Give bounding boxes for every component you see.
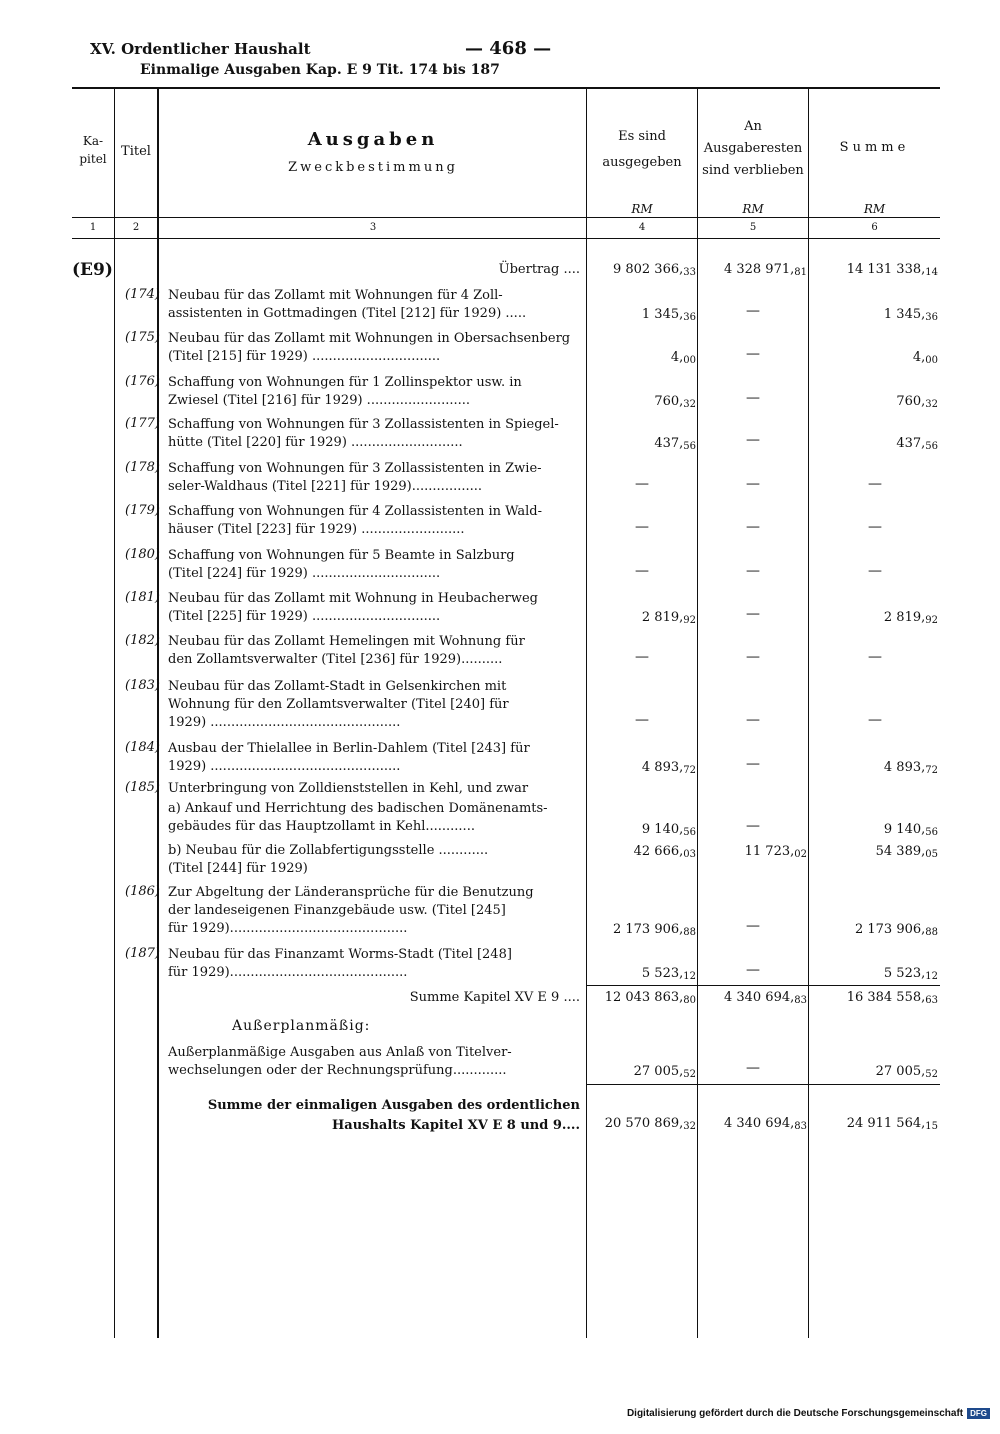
footer-credit: Digitalisierung gefördert durch die Deutsche Forschungsgemeinschaft DFG bbox=[627, 1408, 990, 1419]
amount-summe: $760,_{32}$ bbox=[896, 394, 938, 410]
col-head-summe: Summe bbox=[839, 140, 910, 155]
row185-b-text: b) Neubau für die Zollabfertigungsstelle ............ (Titel [244] für 1929) bbox=[168, 843, 489, 876]
amount-reste: — bbox=[746, 918, 760, 934]
row185-b-ausgegeben: 42 $666,_{03}$ bbox=[633, 844, 696, 860]
amount-ausgegeben: 5 $523,_{12}$ bbox=[641, 966, 696, 982]
col-number: 6 bbox=[871, 222, 878, 233]
col-number: 3 bbox=[369, 222, 377, 233]
col-divider-2 bbox=[157, 88, 159, 1338]
row185-a-ausgegeben: 9 $140,_{56}$ bbox=[641, 822, 696, 838]
amount-ausgegeben: — bbox=[635, 476, 649, 492]
row-description: Neubau für das Zollamt mit Wohnungen für 4 Zoll- assistenten in Gottmadingen (Titel [212] für 1929) ..... bbox=[168, 288, 527, 321]
amount-ausgegeben: 4 $893,_{72}$ bbox=[641, 760, 696, 776]
amount-summe: 5 $523,_{12}$ bbox=[883, 966, 938, 982]
titel-number: (186) bbox=[125, 884, 160, 899]
amount-summe: — bbox=[868, 712, 882, 728]
dfg-logo: DFG bbox=[967, 1408, 990, 1419]
row-description: Neubau für das Finanzamt Worms-Stadt (Titel [248] für 1929)........................................... bbox=[168, 947, 512, 980]
amount-ausgegeben: $760,_{32}$ bbox=[654, 394, 696, 410]
page-subtitle: Einmalige Ausgaben Kap. E 9 Tit. 174 bis 187 bbox=[140, 62, 500, 78]
amount-ausgegeben: — bbox=[635, 519, 649, 535]
amount-summe: $4,_{00}$ bbox=[912, 350, 938, 366]
col-number: 2 bbox=[132, 222, 140, 233]
titel-number: (182) bbox=[125, 633, 160, 648]
col-number: 5 bbox=[749, 222, 757, 233]
ausserplan-reste: — bbox=[746, 1060, 760, 1076]
amount-ausgegeben: — bbox=[635, 712, 649, 728]
amount-reste: — bbox=[746, 649, 760, 665]
summe-kapitel-ausgegeben: 12 043 $863,_{80}$ bbox=[604, 990, 696, 1006]
titel-number: (184) bbox=[125, 740, 160, 755]
amount-reste: — bbox=[746, 390, 760, 406]
ausserplan-heading: Außerplanmäßig: bbox=[232, 1018, 371, 1034]
amount-ausgegeben: 1 $345,_{36}$ bbox=[641, 307, 696, 323]
amount-reste: — bbox=[746, 432, 760, 448]
total-summe: 24 911 $564,_{15}$ bbox=[846, 1116, 938, 1132]
section-title: XV. Ordentlicher Haushalt bbox=[90, 40, 311, 58]
ausserplan-text: Außerplanmäßige Ausgaben aus Anlaß von Titelver- wechselungen oder der Rechnungsprüfung............. bbox=[168, 1045, 512, 1078]
amount-reste: — bbox=[746, 346, 760, 362]
amount-ausgegeben: — bbox=[635, 649, 649, 665]
amount-summe: — bbox=[868, 519, 882, 535]
amount-ausgegeben: $4,_{00}$ bbox=[670, 350, 696, 366]
titel-number: (187) bbox=[125, 946, 160, 961]
col-head-ausgaben: Ausgaben bbox=[307, 129, 439, 150]
col-head-ausgegeben: Es sind ausgegeben bbox=[602, 129, 682, 170]
row185-a-reste: — bbox=[746, 818, 760, 834]
titel-number: (176) bbox=[125, 374, 160, 389]
row-description: Schaffung von Wohnungen für 3 Zollassistenten in Spiegel- hütte (Titel [220] für 1929) ........................... bbox=[168, 417, 559, 450]
page-number: — 468 — bbox=[465, 38, 552, 59]
uebertrag-label: Übertrag .... bbox=[498, 262, 580, 277]
titel-number: (183) bbox=[125, 678, 160, 693]
summe-kapitel-summe: 16 384 $558,_{63}$ bbox=[846, 990, 938, 1006]
col-head-kapitel: Ka- pitel bbox=[79, 134, 107, 166]
col-divider-1 bbox=[114, 88, 115, 1338]
row-description: Ausbau der Thielallee in Berlin-Dahlem (Titel [243] für 1929) .............................................. bbox=[168, 741, 530, 774]
sum-rule bbox=[587, 985, 940, 986]
amount-ausgegeben: 2 173 $906,_{88}$ bbox=[612, 922, 696, 938]
row-description: Zur Abgeltung der Länderansprüche für die Benutzung der landeseigenen Finanzgebäude usw. (Titel [245] für 1929)........................................... bbox=[168, 885, 534, 936]
titel-number: (175) bbox=[125, 330, 160, 345]
amount-summe: — bbox=[868, 649, 882, 665]
amount-summe: — bbox=[868, 476, 882, 492]
amount-summe: 1 $345,_{36}$ bbox=[883, 307, 938, 323]
summe-kapitel-reste: 4 340 $694,_{83}$ bbox=[723, 990, 807, 1006]
col-head-reste: An Ausgaberesten sind verblieben bbox=[702, 119, 804, 178]
row185-a-summe: 9 $140,_{56}$ bbox=[883, 822, 938, 838]
amount-summe: $437,_{56}$ bbox=[896, 436, 938, 452]
titel-number: (174) bbox=[125, 287, 160, 302]
amount-reste: — bbox=[746, 303, 760, 319]
amount-ausgegeben: — bbox=[635, 563, 649, 579]
amount-reste: — bbox=[746, 476, 760, 492]
amount-summe: 4 $893,_{72}$ bbox=[883, 760, 938, 776]
uebertrag-ausgegeben: 9 802 $366,_{33}$ bbox=[612, 262, 696, 278]
col-head-titel: Titel bbox=[121, 144, 151, 159]
amount-ausgegeben: $437,_{56}$ bbox=[654, 436, 696, 452]
ausserplan-ausgegeben: 27 $005,_{52}$ bbox=[633, 1064, 696, 1080]
kapitel-label: (E9) bbox=[72, 260, 113, 280]
uebertrag-reste: 4 328 $971,_{81}$ bbox=[723, 262, 807, 278]
row-description: Schaffung von Wohnungen für 1 Zollinspektor usw. in Zwiesel (Titel [216] für 1929) ......................... bbox=[168, 375, 522, 408]
col-divider-3 bbox=[586, 88, 587, 1338]
uebertrag-summe: 14 131 $338,_{14}$ bbox=[846, 262, 938, 278]
row-description: Schaffung von Wohnungen für 3 Zollassistenten in Zwie- seler-Waldhaus (Titel [221] für 1929)................. bbox=[168, 461, 542, 494]
table-top-rule bbox=[72, 87, 940, 89]
ausserplan-summe: 27 $005,_{52}$ bbox=[875, 1064, 938, 1080]
col-number: 1 bbox=[89, 222, 97, 233]
amount-reste: — bbox=[746, 563, 760, 579]
summe-kapitel-label: Summe Kapitel XV E 9 .... bbox=[409, 990, 580, 1005]
amount-reste: — bbox=[746, 712, 760, 728]
unit-label-5: RM bbox=[742, 202, 764, 216]
titel-number: (179) bbox=[125, 503, 160, 518]
header-bottom-rule bbox=[72, 217, 940, 218]
amount-summe: 2 $819,_{92}$ bbox=[883, 610, 938, 626]
amount-summe: — bbox=[868, 563, 882, 579]
row185-b-summe: 54 $389,_{05}$ bbox=[875, 844, 938, 860]
row-description: Neubau für das Zollamt-Stadt in Gelsenkirchen mit Wohnung für den Zollamtsverwalter (Titel [240] für 1929) .............................................. bbox=[168, 679, 509, 730]
amount-reste: — bbox=[746, 606, 760, 622]
col-divider-4 bbox=[697, 88, 698, 1338]
row-description: Neubau für das Zollamt mit Wohnung in Heubacherweg (Titel [225] für 1929) ............................... bbox=[168, 591, 538, 624]
col-head-zweck: Zweckbestimmung bbox=[288, 160, 458, 175]
titel-number: (181) bbox=[125, 590, 160, 605]
amount-reste: — bbox=[746, 756, 760, 772]
total-ausgegeben: 20 570 $869,_{32}$ bbox=[604, 1116, 696, 1132]
col-number: 4 bbox=[638, 222, 646, 233]
total-rule bbox=[587, 1084, 940, 1085]
amount-ausgegeben: 2 $819,_{92}$ bbox=[641, 610, 696, 626]
row185-a-text: a) Ankauf und Herrichtung des badischen Domänenamts- gebäudes für das Hauptzollamt in Kehl............ bbox=[168, 801, 548, 834]
unit-label-4: RM bbox=[631, 202, 653, 216]
col-divider-5 bbox=[808, 88, 809, 1338]
row185-intro: Unterbringung von Zolldienststellen in Kehl, und zwar bbox=[168, 781, 529, 796]
total-label: Summe der einmaligen Ausgaben des ordentlichen Haushalts Kapitel XV E 8 und 9.... bbox=[207, 1098, 580, 1133]
amount-summe: 2 173 $906,_{88}$ bbox=[854, 922, 938, 938]
row-description: Neubau für das Zollamt mit Wohnungen in Obersachsenberg (Titel [215] für 1929) ............................... bbox=[168, 331, 571, 364]
unit-label-6: RM bbox=[863, 202, 886, 216]
total-reste: 4 340 $694,_{83}$ bbox=[723, 1116, 807, 1132]
titel-number: (177) bbox=[125, 416, 160, 431]
amount-reste: — bbox=[746, 962, 760, 978]
titel-number: (180) bbox=[125, 547, 160, 562]
row-description: Schaffung von Wohnungen für 5 Beamte in Salzburg (Titel [224] für 1929) ............................... bbox=[168, 548, 515, 581]
row185-b-reste: 11 $723,_{02}$ bbox=[744, 844, 807, 860]
titel-number: (178) bbox=[125, 460, 160, 475]
amount-reste: — bbox=[746, 519, 760, 535]
row-description: Schaffung von Wohnungen für 4 Zollassistenten in Wald- häuser (Titel [223] für 1929) ......................... bbox=[168, 504, 542, 537]
titel-185: (185) bbox=[125, 780, 160, 795]
colnum-bottom-rule bbox=[72, 238, 940, 239]
row-description: Neubau für das Zollamt Hemelingen mit Wohnung für den Zollamtsverwalter (Titel [236] für 1929).......... bbox=[168, 634, 525, 667]
